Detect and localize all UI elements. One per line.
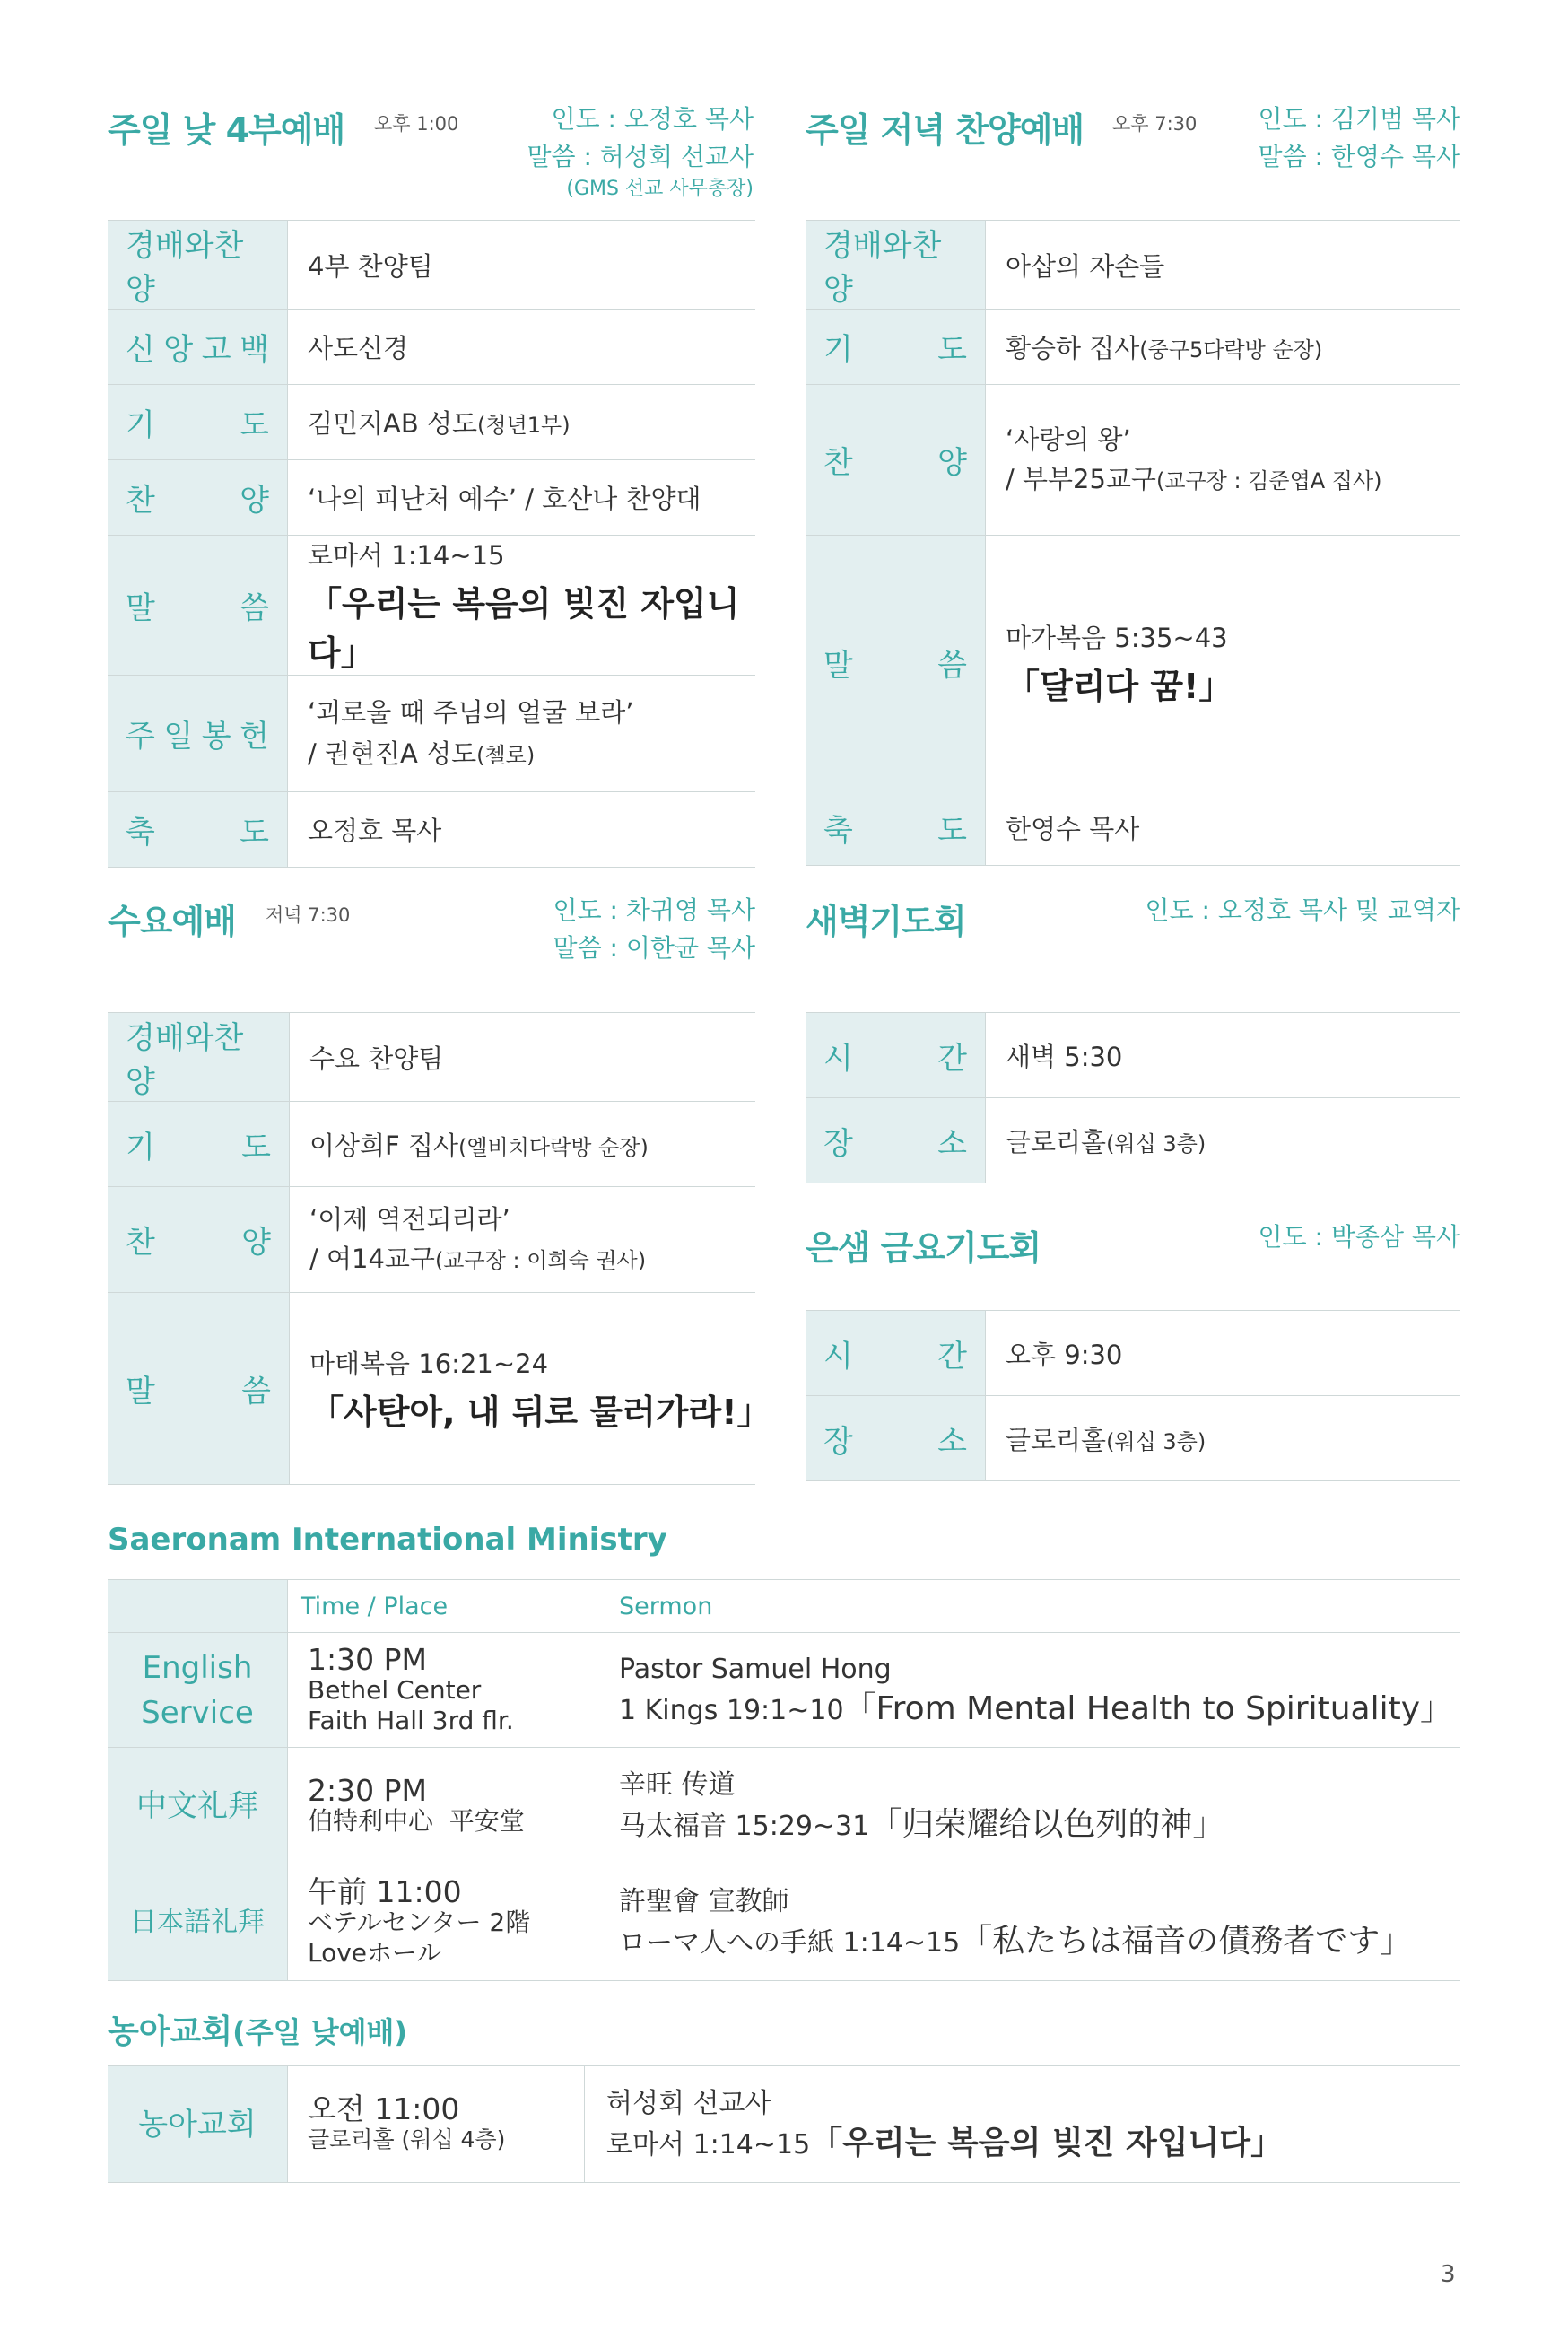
table-row: [806, 385, 1460, 536]
section-title: 주일 낮 4부예배: [108, 110, 345, 150]
table-row: [108, 385, 755, 460]
international-title: Saeronam International Ministry: [108, 1522, 667, 1558]
page-number: 3: [1441, 2261, 1456, 2288]
time-place: 2:30 PM 伯特利中心 平安堂: [288, 1748, 597, 1864]
table-row: [806, 790, 1460, 866]
table-row: [806, 536, 1460, 790]
row-value: 수요 찬양팀: [290, 1013, 756, 1102]
section-title: 수요예배: [108, 902, 236, 941]
leader-text: 인도 : 오정호 목사: [551, 104, 754, 134]
row-value: 황승하 집사(중구5다락방 순장): [986, 310, 1461, 385]
row-value: ‘괴로울 때 주님의 얼굴 보라’ / 권현진A 성도(첼로): [288, 676, 756, 792]
table-row: [108, 1748, 1460, 1864]
preacher-note: (GMS 선교 사무총장): [566, 178, 754, 200]
row-label: 축 도: [823, 813, 967, 849]
row-label: 기 도: [126, 1129, 271, 1166]
table-row: [108, 1013, 755, 1102]
row-label: 시 간: [823, 1040, 967, 1077]
sermon-info: 허성회 선교사 로마서 1:14~15「우리는 복음의 빚진 자입니다」: [585, 2066, 1461, 2183]
table-row: [108, 1633, 1460, 1748]
deaf-table: [108, 2065, 1460, 2183]
table-row: [108, 310, 755, 385]
table-row: [108, 536, 755, 676]
row-label: 경배와찬양: [823, 228, 942, 308]
row-value: 4부 찬양팀: [288, 221, 756, 310]
dawn-header: [806, 890, 1460, 953]
header-sermon: Sermon: [597, 1580, 1461, 1633]
leader-text: 인도 : 차귀영 목사: [553, 895, 755, 925]
table-row: [108, 1864, 1460, 1981]
sermon-ref: 로마서 1:14~15: [308, 540, 505, 571]
friday-table: [806, 1310, 1460, 1481]
sermon-title: 「사탄아, 내 뒤로 물러가라!」: [309, 1392, 771, 1432]
table-row: [108, 2066, 1460, 2183]
row-label: 장 소: [823, 1423, 967, 1460]
sermon-ref: 마가복음 5:35~43: [1006, 622, 1228, 653]
table-row: [108, 1293, 755, 1485]
row-value: 오정호 목사: [288, 792, 756, 868]
row-label: 찬 양: [126, 483, 269, 519]
row-label: 찬 양: [823, 445, 967, 481]
row-value: [986, 536, 1461, 790]
row-label: 말 씀: [823, 648, 967, 684]
table-row: [108, 1187, 755, 1293]
service-time: 오후 1:00: [374, 113, 459, 135]
row-label: 日本語礼拜: [108, 1864, 288, 1981]
table-row: [806, 1013, 1460, 1098]
table-row: [108, 1102, 755, 1187]
table-header-row: [108, 1580, 1460, 1633]
row-value: 글로리홀(워십 3층): [986, 1098, 1461, 1183]
wednesday-header: [108, 890, 755, 971]
section-title: 주일 저녁 찬양예배: [806, 110, 1085, 150]
row-value: 김민지AB 성도(청년1부): [288, 385, 756, 460]
section-title: 새벽기도회: [806, 902, 966, 941]
row-label: 축 도: [126, 815, 269, 851]
row-value: ‘사랑의 왕’ / 부부25교구(교구장 : 김준엽A 집사): [986, 385, 1461, 536]
row-value: ‘나의 피난처 예수’ / 호산나 찬양대: [288, 460, 756, 536]
row-label: 말 씀: [126, 590, 269, 626]
time-place: 1:30 PM Bethel Center Faith Hall 3rd flr.: [288, 1633, 597, 1748]
table-row: [108, 792, 755, 868]
dawn-table: [806, 1012, 1460, 1183]
row-label: 시 간: [823, 1338, 967, 1375]
leaders: [1259, 100, 1460, 176]
table-row: [806, 221, 1460, 310]
row-label: 말 씀: [126, 1374, 271, 1410]
row-label: 장 소: [823, 1125, 967, 1162]
row-value: [290, 1293, 771, 1485]
row-label: 찬 양: [126, 1225, 271, 1261]
friday-header: [806, 1217, 1460, 1279]
leaders: [553, 892, 755, 967]
sunday-evening-table: [806, 220, 1460, 866]
table-row: [108, 676, 755, 792]
time-place: 오전 11:00 글로리홀 (워십 4층): [288, 2066, 585, 2183]
row-value: 새벽 5:30: [986, 1013, 1461, 1098]
sermon-title: 「달리다 꿈!」: [1006, 666, 1233, 706]
service-time: 오후 7:30: [1112, 113, 1198, 135]
service-time: 저녁 7:30: [266, 904, 351, 926]
deaf-title: 농아교회(주일 낮예배): [108, 2013, 408, 2050]
preacher-text: 말씀 : 이한균 목사: [553, 933, 755, 963]
row-value: 글로리홀(워십 3층): [986, 1396, 1461, 1481]
row-value: 사도신경: [288, 310, 756, 385]
preacher-text: 말씀 : 한영수 목사: [1258, 142, 1460, 171]
wednesday-table: [108, 1012, 771, 1485]
row-value: [288, 536, 756, 676]
row-value: 오후 9:30: [986, 1311, 1461, 1396]
row-label: 농아교회: [108, 2066, 288, 2183]
row-label: 경배와찬양: [126, 228, 244, 308]
sunday-evening-header: [806, 97, 1460, 187]
time-place: 午前 11:00 ベテルセンター 2階 Loveホール: [288, 1864, 597, 1981]
row-label: 中文礼拜: [108, 1748, 288, 1864]
section-title: 은샘 금요기도회: [806, 1228, 1041, 1268]
table-row: [806, 310, 1460, 385]
row-label: 주 일 봉 헌: [126, 719, 269, 755]
leader-text: 인도 : 박종삼 목사: [1258, 1222, 1460, 1252]
row-value: 이상희F 집사(엘비치다락방 순장): [290, 1102, 756, 1187]
sermon-info: Pastor Samuel Hong 1 Kings 19:1~10「From Mental Health to Spirituality」: [597, 1633, 1461, 1748]
leader-text: 인도 : 김기범 목사: [1258, 104, 1460, 134]
preacher-text: 말씀 : 허성회 선교사: [527, 142, 754, 171]
international-table: [108, 1579, 1460, 1981]
leaders: [527, 100, 754, 203]
sermon-info: 許聖會 宣教師 ローマ人への手紙 1:14~15「私たちは福音の債務者です」: [597, 1864, 1461, 1981]
sunday-4th-header: [108, 97, 754, 214]
table-row: [806, 1098, 1460, 1183]
table-row: [806, 1311, 1460, 1396]
row-label: English Service: [108, 1633, 288, 1748]
row-label: 기 도: [126, 407, 269, 443]
sermon-ref: 마태복음 16:21~24: [309, 1348, 549, 1379]
row-value: ‘이제 역전되리라’ / 여14교구(교구장 : 이희숙 권사): [290, 1187, 756, 1293]
header-time-place: Time / Place: [288, 1580, 597, 1633]
sermon-title: 「우리는 복음의 빚진 자입니다」: [308, 584, 740, 673]
table-row: [108, 221, 755, 310]
row-label: 경배와찬양: [126, 1020, 244, 1100]
row-label: 기 도: [823, 332, 967, 368]
sunday-4th-table: [108, 220, 755, 868]
row-value: 아삽의 자손들: [986, 221, 1461, 310]
row-value: 한영수 목사: [986, 790, 1461, 866]
row-label: 신 앙 고 백: [126, 332, 269, 368]
leader-text: 인도 : 오정호 목사 및 교역자: [1145, 895, 1460, 925]
table-row: [108, 460, 755, 536]
sermon-info: 辛旺 传道 马太福音 15:29~31「归荣耀给以色列的神」: [597, 1748, 1461, 1864]
table-row: [806, 1396, 1460, 1481]
